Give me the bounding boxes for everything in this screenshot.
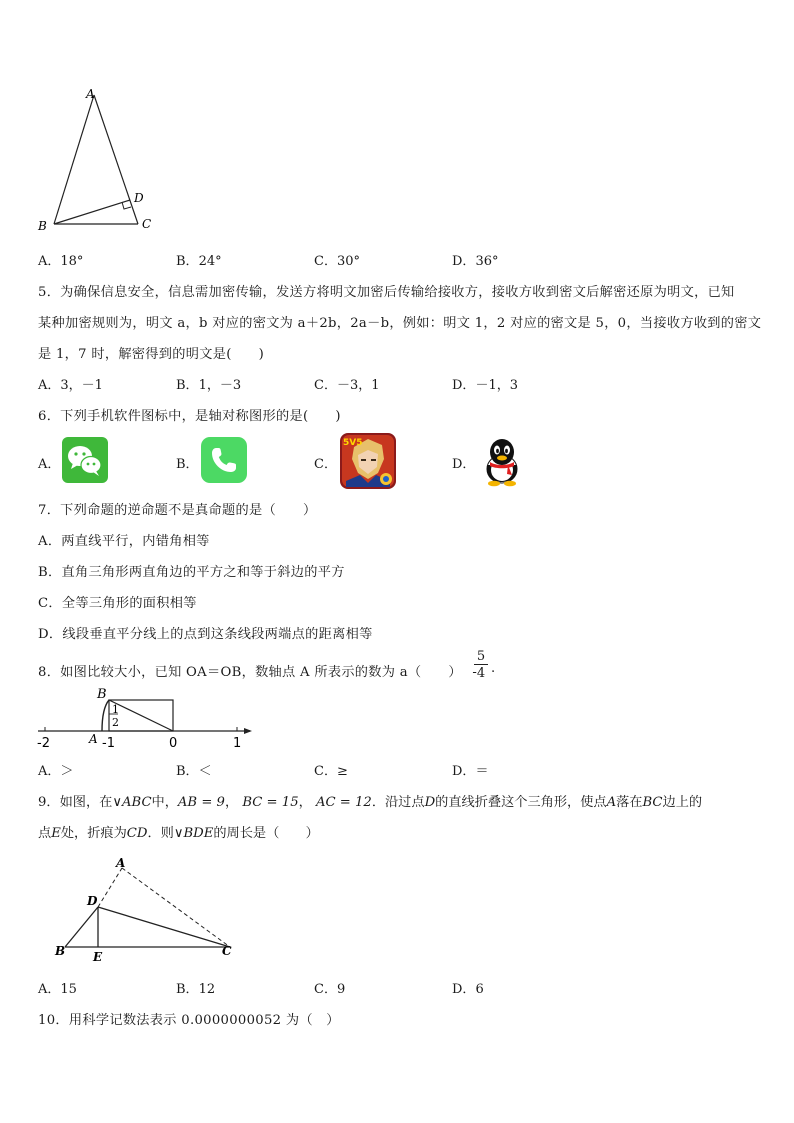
- q7-option-d[interactable]: D．线段垂直平分线上的点到这条线段两端点的距离相等: [38, 627, 373, 642]
- q10-stem: 10．用科学记数法表示 0.0000000052 为（ ）: [38, 1013, 340, 1028]
- q8-tick-neg1: -1: [102, 736, 115, 751]
- q9-text-2a: 点: [38, 826, 52, 841]
- q6-option-b-key: B．: [176, 457, 199, 472]
- q5-option-c-key: C．: [314, 378, 337, 393]
- q9-text-2d: 的周长是（ ）: [213, 826, 319, 841]
- q9-label-b: B: [55, 944, 66, 958]
- q8-period: .: [491, 661, 496, 676]
- q9-option-a-key: A．: [38, 982, 61, 997]
- q9-option-c-key: C．: [314, 982, 337, 997]
- q8-option-a-text: ＞: [60, 764, 74, 779]
- q4-option-b-key: B．: [176, 254, 199, 269]
- q4-option-c-key: C．: [314, 254, 337, 269]
- q4-option-d-key: D．: [452, 254, 476, 269]
- q8-fraction-numerator: 5: [476, 649, 486, 664]
- q8-half-numerator: 1: [112, 703, 119, 716]
- q8-half-denominator: 2: [112, 716, 119, 729]
- q9-option-a[interactable]: [38, 978, 77, 997]
- q9-crease-cd: CD: [126, 826, 148, 841]
- q9-ac-value: AC = 12: [315, 795, 372, 810]
- q9-option-d[interactable]: [452, 978, 484, 997]
- game-character-icon: [340, 433, 396, 489]
- q5-option-a-text: 3，－1: [60, 378, 103, 393]
- q8-minus-sign: -: [472, 665, 478, 680]
- q9-option-c-text: 9: [336, 982, 346, 997]
- q7-option-b[interactable]: B．直角三角形两直角边的平方之和等于斜边的平方: [38, 565, 345, 580]
- q4-triangle-figure: [30, 82, 170, 240]
- q8-tick-neg2: -2: [37, 736, 50, 751]
- q5-stem-line1: 5．为确保信息安全，信息需加密传输，发送方将明文加密后传输给接收方，接收方收到密文后解密还原为明文，已知: [38, 285, 735, 300]
- q7-stem: 7．下列命题的逆命题不是真命题的是（ ）: [38, 503, 317, 518]
- q4-option-d[interactable]: [452, 250, 498, 269]
- q8-fraction-denominator: 4: [476, 666, 486, 681]
- q9-option-d-text: 6: [475, 982, 484, 997]
- q5-option-b[interactable]: [176, 374, 241, 393]
- q9-ab-value: AB = 9: [177, 795, 225, 810]
- q7-option-c[interactable]: C．全等三角形的面积相等: [38, 596, 197, 611]
- q9-option-b-text: 12: [198, 982, 216, 997]
- qq-penguin-icon: [478, 435, 526, 487]
- q4-option-a-key: A．: [38, 254, 61, 269]
- q5-option-c-text: －3，1: [336, 378, 380, 393]
- q8-number-line-figure: [30, 686, 260, 752]
- q8-stem: [38, 661, 477, 680]
- q9-label-c: C: [222, 944, 232, 958]
- q9-point-d: D: [424, 795, 436, 810]
- q6-option-b[interactable]: [176, 453, 199, 472]
- q9-text-2c: ．则: [147, 826, 174, 841]
- q8-fraction: [474, 649, 488, 682]
- q8-option-b-key: B．: [176, 764, 199, 779]
- q6-option-a-key: A．: [38, 457, 61, 472]
- q9-text-1d: 的直线折叠这个三角形，使点: [435, 795, 607, 810]
- q5-option-d-text: －1，3: [475, 378, 518, 393]
- q9-stem-line1: 9．如图，在∨ABC中，AB = 9， BC = 15， AC = 12．沿过点D的直线折叠这个三角形，使点A落在BC边上的: [38, 795, 703, 810]
- q5-option-a[interactable]: [38, 374, 103, 393]
- q5-option-d[interactable]: [452, 374, 518, 393]
- q9-option-b[interactable]: [176, 978, 215, 997]
- q8-option-b[interactable]: [176, 760, 212, 779]
- q4-label-c: C: [142, 217, 152, 231]
- q7-option-a[interactable]: A．两直线平行，内错角相等: [38, 534, 210, 549]
- q6-option-c-key: C．: [314, 457, 337, 472]
- q6-option-d[interactable]: [452, 453, 475, 472]
- q9-text-1e: 落在: [616, 795, 643, 810]
- q9-text-1f: 边上的: [662, 795, 703, 810]
- q4-label-b: B: [38, 219, 47, 233]
- q8-option-a[interactable]: [38, 760, 73, 779]
- q9-fold-triangle-figure: [50, 855, 240, 965]
- q9-label-a: A: [116, 856, 126, 870]
- q8-option-c-text: ≥: [336, 764, 348, 779]
- q8-option-c[interactable]: [314, 760, 348, 779]
- q9-option-c[interactable]: [314, 978, 345, 997]
- q4-option-c-text: 30°: [336, 254, 360, 269]
- q8-option-c-key: C．: [314, 764, 337, 779]
- q8-tick-1: 1: [233, 736, 242, 751]
- q9-option-b-key: B．: [176, 982, 199, 997]
- q9-label-d: D: [87, 894, 98, 908]
- q5-option-b-text: 1，－3: [198, 378, 242, 393]
- q4-label-d: D: [134, 191, 144, 205]
- q8-option-d-key: D．: [452, 764, 476, 779]
- q9-text-2b: 处，折痕为: [60, 826, 127, 841]
- q5-stem-line3: 是 1，7 时，解密得到的明文是( ): [38, 347, 265, 362]
- q8-option-a-key: A．: [38, 764, 61, 779]
- q5-stem-line2: 某种加密规则为，明文 a，b 对应的密文为 a＋2b，2a－b，例如：明文 1，2 对应的密文是 5，0，当接收方收到的密文: [38, 316, 762, 331]
- q9-label-e: E: [93, 950, 103, 964]
- q4-option-a-text: 18°: [60, 254, 84, 269]
- q4-label-a: A: [86, 87, 95, 101]
- q8-label-a: A: [89, 732, 98, 746]
- q4-option-c[interactable]: [314, 250, 360, 269]
- q9-stem-line2: [38, 822, 319, 841]
- q6-option-c[interactable]: [314, 453, 337, 472]
- q8-option-d-text: ＝: [475, 764, 489, 779]
- q9-text-1a: 9．如图，在: [38, 795, 113, 810]
- q9-point-a: A: [606, 795, 617, 810]
- q4-option-b-text: 24°: [198, 254, 222, 269]
- phone-icon: [201, 437, 247, 483]
- q5-option-b-key: B．: [176, 378, 199, 393]
- q9-text-1b: 中，: [151, 795, 178, 810]
- q5-option-a-key: A．: [38, 378, 61, 393]
- q8-option-d[interactable]: [452, 760, 488, 779]
- q5-option-d-key: D．: [452, 378, 476, 393]
- q9-triangle-abc: ∨ABC: [112, 795, 152, 810]
- q9-text-1c: ．沿过点: [371, 795, 425, 810]
- q9-side-bc: BC: [642, 795, 663, 810]
- q5-option-c[interactable]: [314, 374, 380, 393]
- q6-option-a[interactable]: [38, 453, 60, 472]
- game-badge-text: 5V5: [343, 438, 363, 448]
- q4-option-d-text: 36°: [475, 254, 499, 269]
- wechat-icon: [62, 437, 108, 483]
- q8-label-b: B: [97, 687, 107, 702]
- q6-option-d-key: D．: [452, 457, 476, 472]
- q9-bc-value: BC = 15: [242, 795, 299, 810]
- q8-stem-text: 8．如图比较大小，已知 OA＝OB，数轴点 A 所表示的数为 a（ ）: [38, 665, 462, 680]
- q6-stem: 6．下列手机软件图标中，是轴对称图形的是( ): [38, 409, 341, 424]
- q9-option-a-text: 15: [60, 982, 77, 997]
- q9-option-d-key: D．: [452, 982, 476, 997]
- q4-option-b[interactable]: [176, 250, 222, 269]
- q9-triangle-bde: ∨BDE: [173, 826, 214, 841]
- q8-tick-0: 0: [169, 736, 178, 751]
- q9-point-e: E: [51, 826, 61, 841]
- q8-option-b-text: ＜: [198, 764, 212, 779]
- q4-option-a[interactable]: [38, 250, 83, 269]
